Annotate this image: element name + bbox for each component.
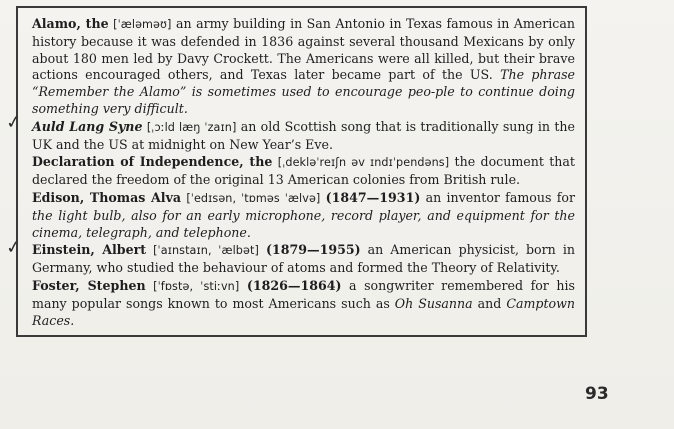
headword: Declaration of Independence, the [32,154,273,170]
definition: an American physicist, born in Germany, who studied the behaviour of atoms and formed the Theory of Relativity. [32,242,575,276]
headword: Alamo, the [32,16,109,31]
pronunciation: [ˈfɒstə, ˈstiːvn] [153,279,240,293]
definition-italic: the light bulb, also for an early microphone, record player, and equipment for the cinema, telegraph, and telephone. [32,207,575,240]
pronunciation: [ˈæləməʊ] [113,18,172,31]
pronunciation: [ˈedɪsən, ˈtɒməs ˈælvə] [186,191,321,205]
entry-auld-lang-syne [32,119,575,154]
entry-foster [32,278,575,329]
headword: Einstein, Albert [32,242,147,258]
pronunciation: [ˈaɪnstaɪn, ˈælbət] [153,244,259,258]
page-number: 93 [585,384,609,404]
headword: Edison, Thomas Alva [32,189,182,205]
definition: an army building in San Antonio in Texas famous in American history because it was defended in 1836 against several thousand Mexicans by only about 180 men led by Davy Crockett. The Americans were all killed, but their brave actions encouraged others, and Texas later became part of the US. [32,16,575,83]
life-dates: (1847—1931) [325,189,421,205]
check-mark-icon: ✓ [4,236,23,259]
entry-alamo [32,16,575,118]
song-title: Camptown Races. [32,295,575,328]
entry-declaration [32,154,575,189]
entry-edison [32,190,575,241]
definition: a songwriter remembered for his many popular songs known to most Americans such as [32,277,575,311]
glossary-box [16,6,587,337]
pronunciation: [ˌdekləˈreɪʃn əv ɪndɪˈpendəns] [277,156,450,170]
check-mark-icon: ✓ [4,111,23,134]
definition: an inventor famous for [425,189,575,205]
headword: Foster, Stephen [32,277,146,293]
song-title: Oh Susanna [394,295,473,311]
life-dates: (1826—1864) [246,277,342,293]
pronunciation: [ˌɔːld læŋ ˈzaɪn] [146,120,237,134]
definition: the document that declared the freedom of the original 13 American colonies from British rule. [32,154,575,188]
life-dates: (1879—1955) [265,242,361,258]
entry-einstein [32,242,575,277]
conjunction: and [477,295,502,311]
definition: an old Scottish song that is traditionally sung in the UK and the US at midnight on New Year’s Eve. [32,118,575,152]
headword: Auld Lang Syne [32,118,143,134]
definition-italic: The phrase “Remember the Alamo” is sometimes used to encourage peo-ple to continue doing something very difficult. [32,67,575,116]
